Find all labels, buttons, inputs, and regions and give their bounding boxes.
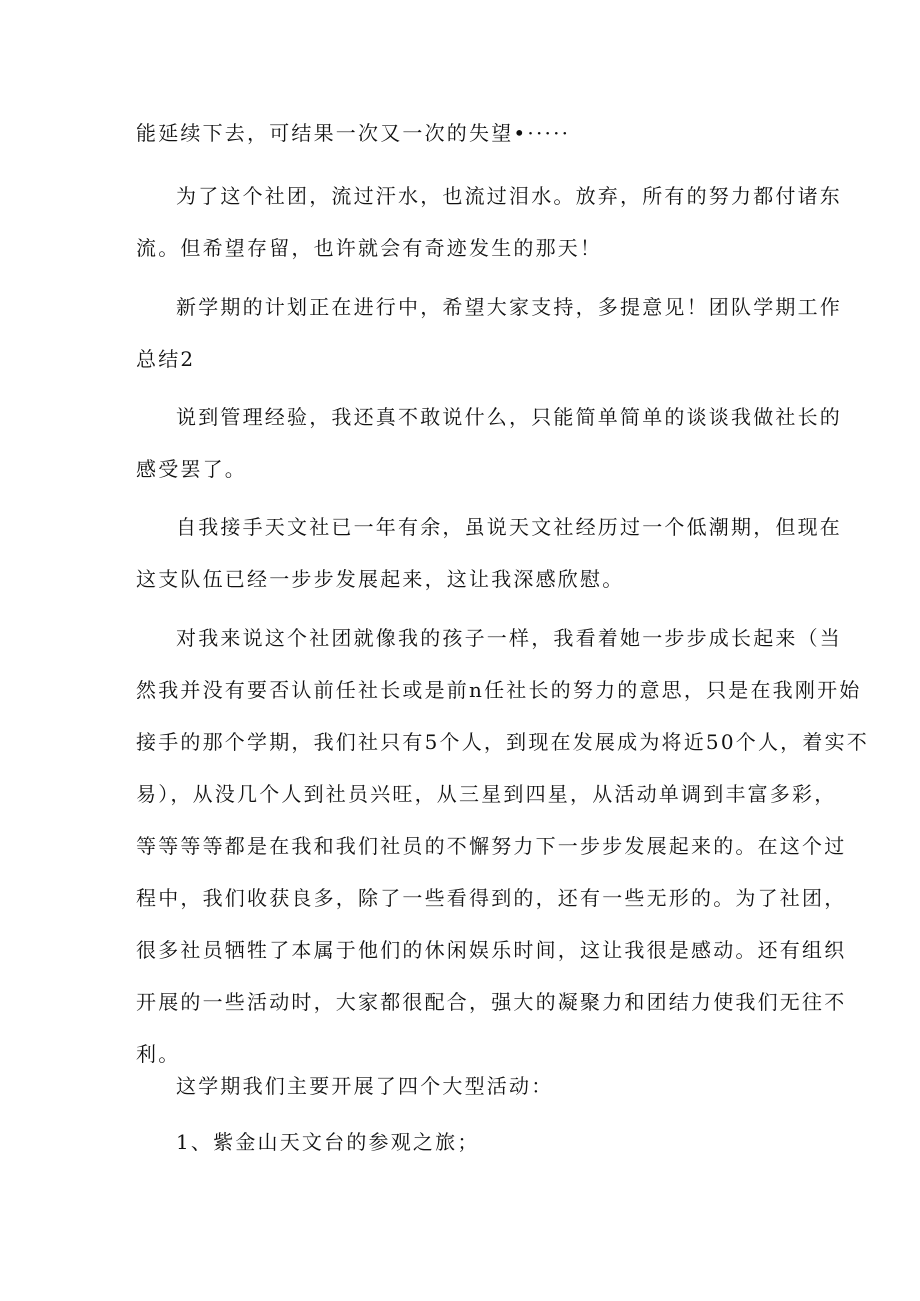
text-line: 很多社员牺牲了本属于他们的休闲娱乐时间，这让我很是感动。还有组织 — [136, 938, 847, 962]
paragraph-new-semester-plan — [136, 281, 842, 385]
paragraph-management-experience — [136, 391, 842, 495]
text-line: 利。 — [136, 1042, 181, 1066]
text-line: 流。但希望存留，也许就会有奇迹发生的那天！ — [136, 236, 603, 260]
text-line: 这支队伍已经一步步发展起来，这让我深感欣慰。 — [136, 567, 625, 591]
text-line: 自我接手天文社已一年有余，虽说天文社经历过一个低潮期，但现在 — [176, 515, 842, 539]
list-item-zijinshan-observatory — [136, 1116, 784, 1168]
text-line: 程中，我们收获良多，除了一些看得到的，还有一些无形的。为了社团， — [136, 886, 847, 910]
paragraph-astronomy-club-takeover — [136, 501, 842, 605]
text-line: 1、紫金山天文台的参观之旅； — [176, 1130, 480, 1154]
text-line: 能延续下去，可结果一次又一次的失望•····· — [136, 121, 571, 145]
text-line: 等等等等都是在我和我们社员的不懈努力下一步步发展起来的。在这个过 — [136, 834, 847, 858]
text-line: 说到管理经验，我还真不敢说什么，只能简单简单的谈谈我做社长的 — [176, 405, 842, 429]
text-line: 感受罢了。 — [136, 457, 247, 481]
text-line: 接手的那个学期，我们社只有5个人，到现在发展成为将近50个人，着实不 — [136, 730, 869, 754]
text-line: 这学期我们主要开展了四个大型活动： — [176, 1074, 554, 1098]
text-line: 总结2 — [136, 347, 196, 371]
text-line: 对我来说这个社团就像我的孩子一样，我看着她一步步成长起来（当 — [176, 626, 842, 650]
paragraph-sweat-and-tears — [136, 170, 842, 274]
text-line: 开展的一些活动时，大家都很配合，强大的凝聚力和团结力使我们无往不 — [136, 990, 847, 1014]
text-line: 新学期的计划正在进行中，希望大家支持，多提意见！团队学期工作 — [176, 295, 842, 319]
text-line: 然我并没有要否认前任社长或是前n任社长的努力的意思，只是在我刚开始 — [136, 678, 862, 702]
paragraph-continuation — [136, 107, 784, 159]
paragraph-club-like-child — [136, 612, 869, 1080]
text-line: 为了这个社团，流过汗水，也流过泪水。放弃，所有的努力都付诸东 — [176, 184, 842, 208]
text-line: 易），从没几个人到社员兴旺，从三星到四星，从活动单调到丰富多彩， — [136, 782, 837, 806]
paragraph-four-activities — [136, 1060, 784, 1112]
